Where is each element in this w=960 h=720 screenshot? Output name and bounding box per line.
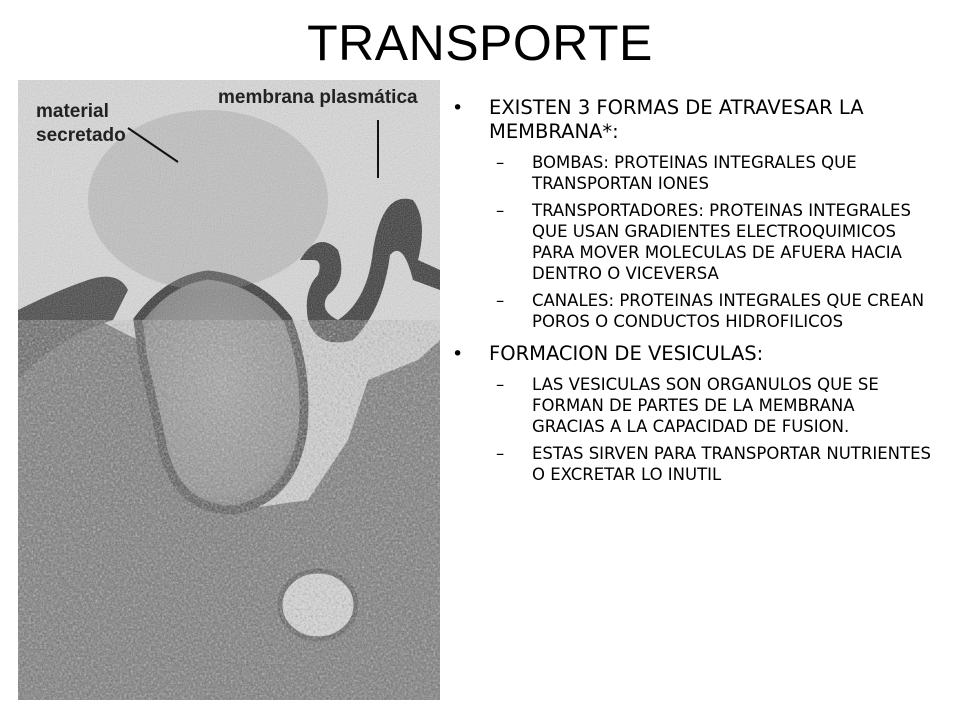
label-material-secretado <box>36 100 126 148</box>
dash-glyph: – <box>496 444 505 463</box>
sub-item <box>452 374 932 437</box>
bullet-list <box>452 96 932 495</box>
label-membrana-plasmatica: membrana plasmática <box>218 87 418 108</box>
dash-glyph: – <box>496 291 505 310</box>
sub-item-text: CANALES: PROTEINAS INTEGRALES QUE CREAN POROS O CONDUCTOS HIDROFILICOS <box>532 291 925 331</box>
bullet-glyph: • <box>452 343 464 365</box>
sub-item-text: BOMBAS: PROTEINAS INTEGRALES QUE TRANSPORTAN IONES <box>532 153 857 193</box>
micrograph-image <box>18 80 440 700</box>
sub-item-text: TRANSPORTADORES: PROTEINAS INTEGRALES QUE USAN GRADIENTES ELECTROQUIMICOS PARA MOVER MOLECULAS DE AFUERA HACIA DENTRO O VICEVERSA <box>532 201 911 283</box>
dash-glyph: – <box>496 201 505 220</box>
sub-item-text: LAS VESICULAS SON ORGANULOS QUE SE FORMAN DE PARTES DE LA MEMBRANA GRACIAS A LA CAPACIDAD DE FUSION. <box>532 375 879 436</box>
dash-glyph: – <box>496 375 505 394</box>
label-material-line2: secretado <box>36 125 126 146</box>
bullet-text: FORMACION DE VESICULAS: <box>489 342 764 365</box>
sub-item <box>452 152 932 194</box>
label-material-line1: material <box>36 101 109 122</box>
sub-list <box>452 374 932 485</box>
sub-item <box>452 290 932 332</box>
dash-glyph: – <box>496 153 505 172</box>
bullet-text: EXISTEN 3 FORMAS DE ATRAVESAR LA MEMBRANA*: <box>489 96 864 143</box>
sub-item <box>452 443 932 485</box>
sub-item-text: ESTAS SIRVEN PARA TRANSPORTAR NUTRIENTES O EXCRETAR LO INUTIL <box>532 444 931 484</box>
slide-title: TRANSPORTE <box>307 15 653 71</box>
sub-list <box>452 152 932 332</box>
bullet-glyph: • <box>452 97 464 119</box>
bullet-item <box>452 342 932 366</box>
bullet-item <box>452 96 932 144</box>
sub-item <box>452 200 932 284</box>
